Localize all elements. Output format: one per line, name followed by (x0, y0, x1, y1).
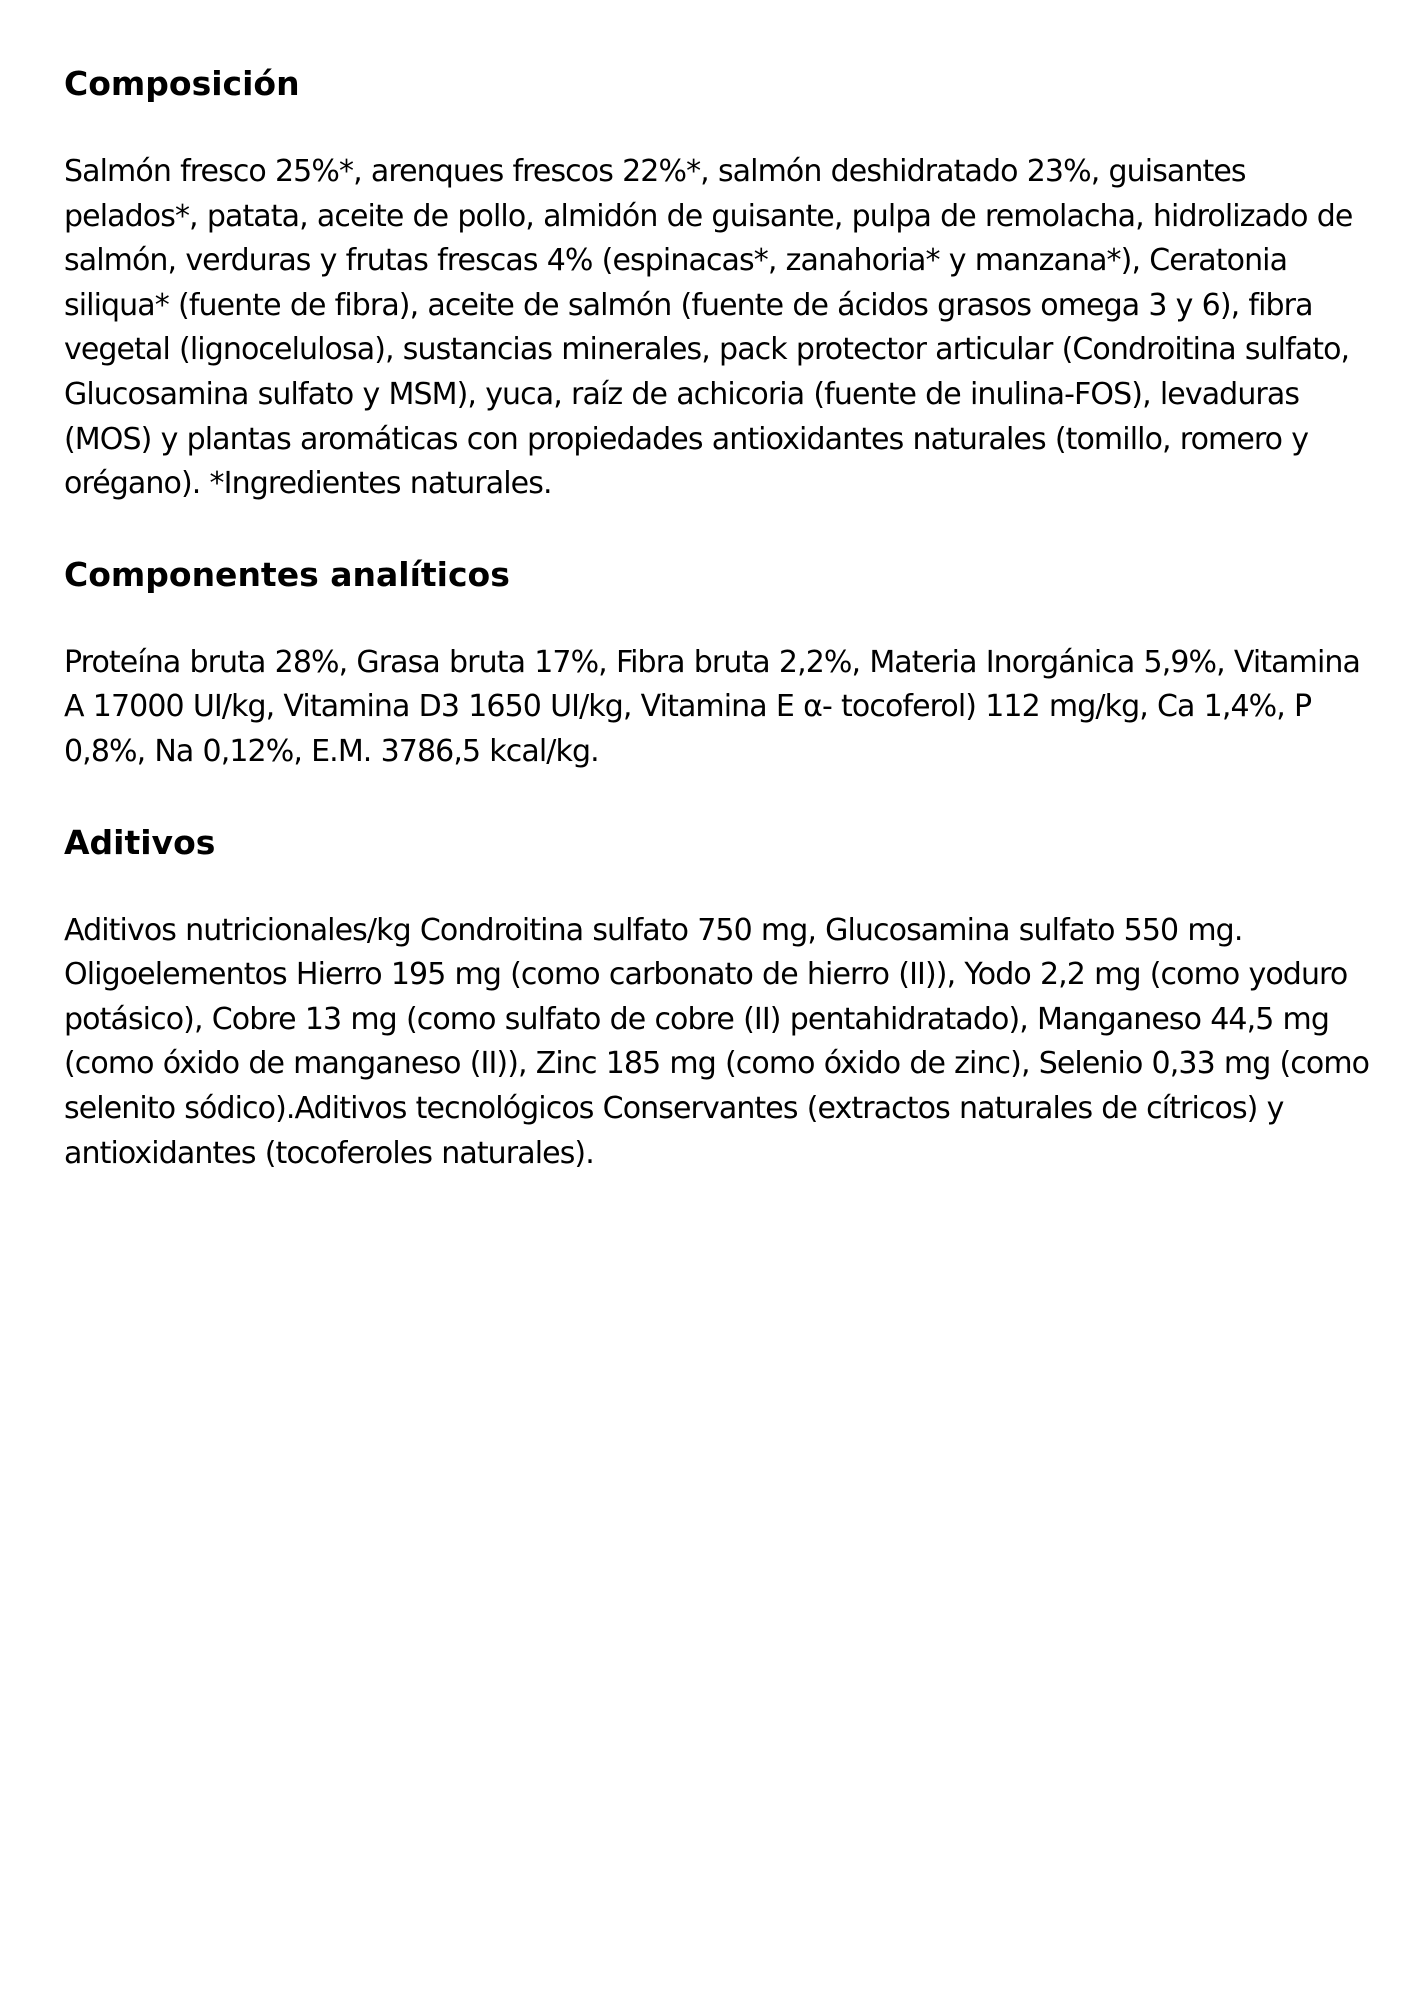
product-info-document (64, 60, 1374, 1176)
analytical-components-title: Componentes analíticos (64, 554, 510, 594)
additives-text: Aditivos nutricionales/kg Condroitina sulfato 750 mg, Glucosamina sulfato 550 mg. Oligoelementos Hierro 195 mg (como carbonato de hierro (II)), Yodo 2,2 mg (como yoduro potásico), Cobre 13 mg (como sulfato de cobre (II) pentahidratado), Manganeso 44,5 mg (como óxido de manganeso (II)), Zinc 185 mg (como óxido de zinc), Selenio 0,33 mg (como selenito sódico).Aditivos tecnológicos Conservantes (extractos naturales de cítricos) y antioxidantes (tocoferoles naturales). (64, 912, 1370, 1171)
additives-section (64, 819, 1374, 1177)
additives-title: Aditivos (64, 822, 216, 862)
composition-text: Salmón fresco 25%*, arenques frescos 22%*, salmón deshidratado 23%, guisantes pelados*, patata, aceite de pollo, almidón de guisante, pulpa de remolacha, hidrolizado de salmón, verduras y frutas frescas 4% (espinacas*, zanahoria* y manzana*), Ceratonia siliqua* (fuente de fibra), aceite de salmón (fuente de ácidos grasos omega 3 y 6), fibra vegetal (lignocelulosa), sustancias minerales, pack protector articular (Condroitina sulfato, Glucosamina sulfato y MSM), yuca, raíz de achicoria (fuente de inulina-FOS), levaduras (MOS) y plantas aromáticas con propiedades antioxidantes naturales (tomillo, romero y orégano). *Ingredientes naturales. (64, 154, 1353, 502)
analytical-components-section (64, 551, 1374, 775)
composition-title: Composición (64, 64, 300, 103)
composition-section (64, 60, 1374, 507)
analytical-components-text: Proteína bruta 28%, Grasa bruta 17%, Fibra bruta 2,2%, Materia Inorgánica 5,9%, Vitamina A 17000 UI/kg, Vitamina D3 1650 UI/kg, Vitamina E α- tocoferol) 112 mg/kg, Ca 1,4%, P 0,8%, Na 0,12%, E.M. 3786,5 kcal/kg. (64, 644, 1360, 769)
